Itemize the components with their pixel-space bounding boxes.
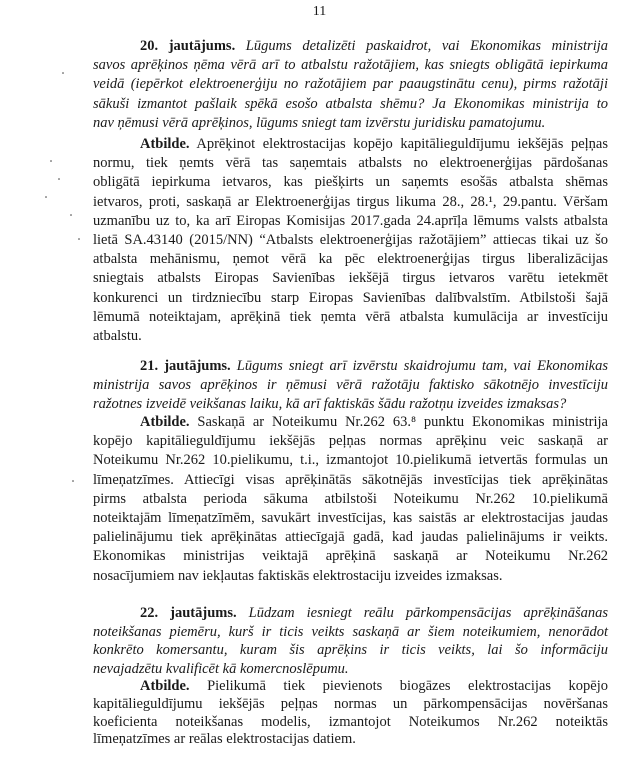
- paragraph-line: Noteikumu Nr.262 10.pielikumu, t.i., izmantojot 10.pielikumā ietvertās formulas un: [93, 452, 608, 469]
- scan-speck: [58, 178, 60, 180]
- paragraph-line: sniegtais atbalsts Eiropas Savienības iekšējā tirgus ietvaros varētu ietekmēt: [93, 270, 608, 287]
- scan-speck: [50, 160, 52, 162]
- answer-label: Atbilde.: [140, 414, 190, 430]
- paragraph-line: [93, 135, 608, 154]
- answer-22: [93, 678, 608, 749]
- question-22: [93, 604, 608, 678]
- answer-label: Atbilde.: [140, 678, 190, 694]
- paragraph-line: [93, 678, 608, 696]
- answer-label: Atbilde.: [140, 136, 190, 152]
- paragraph-line: atbalsta mehānismu, ņemot vērā ka pēc elektroenerģijas tirgus liberalizācijas: [93, 251, 608, 268]
- question-label: 21. jautājums.: [140, 358, 231, 374]
- paragraph-line: uzmanību uz to, ka arī Eiropas Komisijas 2017.gada 24.aprīļa lēmums valsts atbalsta: [93, 212, 608, 229]
- paragraph-line: veidā (iepērkot elektroenerģiju no ražotājiem par paaugstinātu cenu), pirms ražotāji: [93, 76, 608, 93]
- page-number: 11: [312, 4, 327, 19]
- paragraph-line: atbalstu.: [93, 327, 142, 344]
- line-text: Lūdzam iesniegt reālu pārkompensācijas aprēķināšanas: [236, 605, 608, 621]
- line-text: Lūgums detalizēti paskaidrot, vai Ekonomikas ministrija: [235, 38, 609, 54]
- scan-speck: [45, 196, 47, 198]
- paragraph-line: savos aprēķinos ņēma vērā arī to atbalstu ražotājiem, kas sniegts obligātā iepirkuma: [93, 57, 608, 74]
- question-label: 22. jautājums.: [140, 605, 237, 621]
- paragraph-line: kapitālieguldījumu iekšējās peļņas normas un pārkompensācijas novēršanas: [93, 695, 608, 712]
- question-20: [93, 37, 608, 133]
- question-21: [93, 357, 608, 415]
- scan-speck: [70, 214, 72, 216]
- paragraph-line: līmeņatzīmes. Attiecīgi visas aprēķinātās sākotnējās investīcijas tiek aprēķinātas: [93, 471, 608, 488]
- question-label: 20. jautājums.: [140, 38, 236, 54]
- paragraph-line: līmeņatzīmes ar reālas elektrostacijas datiem.: [93, 731, 356, 748]
- answer-21: [93, 413, 608, 586]
- paragraph-line: ražotnes izveidē veikšanas laiku, kā arī faktiskās šādu ražotņu izveides izmaksas?: [93, 396, 567, 413]
- paragraph-line: konkurenci un tirdzniecību starp Eiropas Savienības dalībvalstīm. Atbilstoši šajā: [93, 289, 608, 306]
- line-text: Pielikumā tiek pievienots biogāzes elektrostacijas kopējo: [189, 678, 608, 694]
- paragraph-line: [93, 604, 608, 623]
- paragraph-line: pirms atbalsta perioda sākuma atbilstoši Noteikumu Nr.262 10.pielikumā: [93, 490, 608, 507]
- paragraph-line: ministrija savos aprēķinos ir ņēmusi vērā ražotāju faktisko sākotnējo investīciju: [93, 377, 608, 394]
- line-text: Aprēķinot elektrostacijas kopējo kapitālieguldījumu iekšējās peļņas: [189, 136, 608, 152]
- paragraph-line: [93, 357, 608, 376]
- paragraph-line: sākuši izmantot pašlaik spēkā esošo atbalsta shēmu? Ja Ekonomikas ministrija to: [93, 95, 608, 112]
- answer-20: [93, 135, 608, 346]
- paragraph-line: obligātā iepirkuma ietvaros, kas piešķirts un saņemts esošās atbalsta shēmas: [93, 174, 608, 191]
- line-text: Lūgums sniegt arī izvērstu skaidrojumu tam, vai Ekonomikas: [230, 358, 608, 374]
- paragraph-line: lēmumā noteiktajam, aprēķinā tiek ņemta vērā atbalsta kumulācija ar investīciju: [93, 308, 608, 325]
- paragraph-line: [93, 37, 608, 56]
- paragraph-line: nosacījumiem nav iekļautas faktiskās elektrostaciju izveides izmaksas.: [93, 567, 503, 584]
- line-text: Saskaņā ar Noteikumu Nr.262 63.⁸ punktu Ekonomikas ministrija: [189, 414, 608, 430]
- paragraph-line: noteikšanas piemēru, kurš ir ticis veikts saskaņā ar šiem noteikumiem, nenorādot: [93, 623, 608, 640]
- paragraph-line: palielinājumu tiek aprēķinātas attiecīgajā gadā, kad jaudas palielinājums ir veikts.: [93, 529, 608, 546]
- scan-speck: [62, 72, 64, 74]
- scan-speck: [72, 480, 74, 482]
- paragraph-line: Ekonomikas ministrijas veiktajā aprēķinā saskaņā ar Noteikumu Nr.262: [93, 548, 608, 565]
- paragraph-line: konkrēto komersantu, kuram šis aprēķins ir ticis veikts, lai šo informāciju: [93, 642, 608, 659]
- paragraph-line: kopējo kapitālieguldījumu iekšējās peļņas normas aprēķinu veic saskaņā ar: [93, 433, 608, 450]
- paragraph-line: [93, 413, 608, 432]
- paragraph-line: lietā SA.43140 (2015/NN) “Atbalsts elektroenerģijas ražotājiem” attiecas tikai uz šo: [93, 231, 608, 248]
- paragraph-line: nav ņēmusi vērā aprēķinos, lūgums sniegt tam izvērstu juridisku pamatojumu.: [93, 114, 546, 131]
- paragraph-line: ietvaros, proti, saskaņā ar Elektroenerģijas tirgus likuma 28., 28.¹, 29.pantu. Vēršam: [93, 193, 608, 210]
- paragraph-line: koeficienta noteikšanas modelis, izmantojot Noteikumos Nr.262 noteiktās: [93, 713, 608, 730]
- scan-speck: [78, 238, 80, 240]
- paragraph-line: noteiktajām līmeņatzīmēm, savukārt investīcijas, kas saistās ar elektrostacijas jaudas: [93, 509, 608, 526]
- paragraph-line: nevajadzētu kvalificēt kā komercnoslēpumu.: [93, 660, 349, 677]
- paragraph-line: normu, tiek ņemts vērā tas saņemtais atbalsts no elektroenerģijas pārdošanas: [93, 155, 608, 172]
